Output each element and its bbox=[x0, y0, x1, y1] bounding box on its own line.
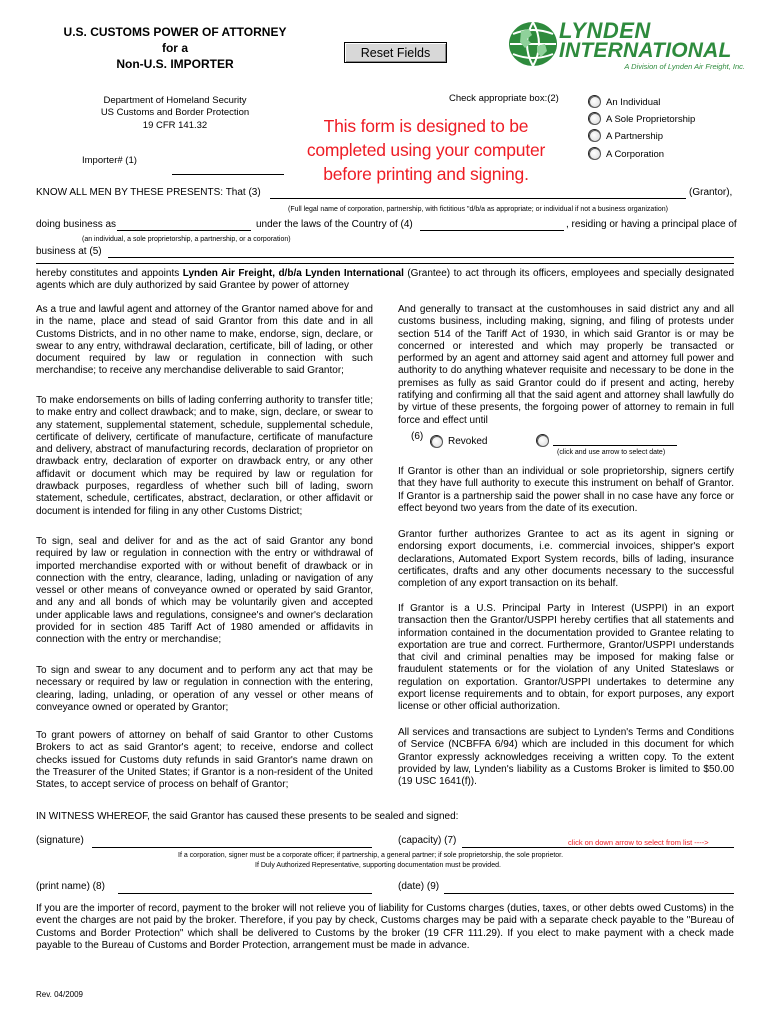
country-laws-label: under the laws of the Country of (4) bbox=[256, 219, 413, 230]
logo-international: INTERNATIONAL bbox=[559, 39, 732, 62]
right-paragraph-2: If Grantor is other than an individual or sole proprietorship, signers certify that they have full authority to execute this instrument on behalf of Grantor. If Grantor is a partnership said the power shall in no case have any force or effect beyond two years from the date of its execution. bbox=[398, 466, 734, 514]
department-block bbox=[60, 95, 290, 132]
right-paragraph-5: All services and transactions are subject to Lynden's Terms and Conditions of Service (NCBFFA 6/94) which are included in this document for which Grantor expressly acknowledges receiving a written copy. To the extent provided by law, Lynden's liability as a Customs Broker is limited to $50.00 (19 USC 1641(f)). bbox=[398, 727, 734, 788]
computer-notice bbox=[300, 114, 552, 186]
partnership-label: A Partnership bbox=[606, 131, 664, 142]
print-name-label: (print name) (8) bbox=[36, 881, 105, 892]
date-field[interactable] bbox=[444, 893, 734, 894]
revoked-label: Revoked bbox=[448, 436, 488, 447]
lynden-logo bbox=[507, 20, 747, 72]
grantee-name: Lynden Air Freight, d/b/a Lynden International bbox=[182, 268, 404, 279]
representative-note: If Duly Authorized Representative, supporting documentation must be provided. bbox=[255, 862, 501, 869]
right-paragraph-3: Grantor further authorizes Grantee to act as its agent in signing or endorsing export documents, i.e. commercial invoices, shipper's export declarations, Automated Export System records, bills of lading, insurance certificates, drafts and any other documents necessary to the successful completion of any export transaction on its behalf. bbox=[398, 529, 734, 590]
appoint-pre: hereby constitutes and appoints bbox=[36, 268, 183, 279]
revision-label: Rev. 04/2009 bbox=[36, 990, 83, 999]
globe-icon bbox=[507, 20, 559, 68]
capacity-label: (capacity) (7) bbox=[398, 835, 457, 846]
partnership-radio[interactable] bbox=[589, 130, 601, 142]
individual-label: An Individual bbox=[606, 97, 661, 108]
importer-label: Importer# (1) bbox=[82, 155, 137, 166]
corporation-signer-note: If a corporation, signer must be a corporate officer; if partnership, a general partner; if sole proprietorship, the sole proprietor. bbox=[178, 852, 564, 859]
dept-line-1: Department of Homeland Security bbox=[103, 95, 247, 106]
until-date-field[interactable] bbox=[553, 445, 677, 446]
left-paragraph-4: To sign and swear to any document and to perform any act that may be necessary or required by law or regulation in connection with the entering, clearing, lading, unlading, or operation of any vessel or other means of conveyance owned or operated by Grantor; bbox=[36, 665, 373, 713]
notice-line-2: completed using your computer bbox=[306, 140, 546, 160]
date-select-hint: (click and use arrow to select date) bbox=[557, 449, 666, 456]
importer-field[interactable] bbox=[172, 174, 284, 175]
sole-proprietorship-label: A Sole Proprietorship bbox=[606, 114, 696, 125]
date-label: (date) (9) bbox=[398, 881, 440, 892]
notice-line-3: before printing and signing. bbox=[323, 164, 529, 184]
capacity-select[interactable] bbox=[462, 847, 734, 848]
business-address-field-2[interactable] bbox=[36, 263, 734, 264]
sole-proprietorship-radio[interactable] bbox=[589, 113, 601, 125]
corporation-label: A Corporation bbox=[606, 149, 665, 160]
grantor-name-field[interactable] bbox=[270, 198, 686, 199]
logo-lynden: LYNDEN bbox=[559, 18, 651, 43]
witness-statement: IN WITNESS WHEREOF, the said Grantor has caused these presents to be sealed and signed: bbox=[36, 811, 459, 822]
title-line-2: for a bbox=[161, 41, 188, 55]
left-paragraph-3: To sign, seal and deliver for and as the act of said Grantor any bond required by law or regulation in connection with the entry or withdrawal of imported merchandise exported with or without benefit of drawback or in connection with the entry, clearance, lading, unlading or navigation of any vessel or other means of conveyance owned or operated by said Grantor, and any and all bonds of which may be voluntarily given and accepted under applicable laws and regulations, consignee's and owner's declaration provided for in section 485 Tariff Act of 1980 amended or affidavits in connection with the entry or merchandise; bbox=[36, 536, 373, 646]
importer-liability-notice: If you are the importer of record, payment to the broker will not relieve you of liability for Customs charges (duties, taxes, or other debts owed Customs) in the event the charges are not paid by the broker. Therefore, if you pay by check, Customs charges may be paid with a separate check payable to the "Bureau of Customs and Border Protection" which shall be delivered to Customs by the broker (19 CFR 111.29). If you elect to make payment with a check made payable to the Bureau of Customs and Border Protection, arrangement must be made in advance. bbox=[36, 903, 734, 951]
country-field[interactable] bbox=[420, 230, 564, 231]
dba-field[interactable] bbox=[117, 230, 251, 231]
know-all-men-label: KNOW ALL MEN BY THESE PRESENTS: That (3) bbox=[36, 187, 261, 198]
right-paragraph-4: If Grantor is a U.S. Principal Party in Interest (USPPI) in an export transaction then the Grantor/USPPI hereby certifies that all statements and information contained in the documentation provided to Grantee relating to exportation are true and correct. Furthermore, Grantor/USPPI understands that civil and criminal penalties may be imposed for making false or fraudulent statements or for the violation of any United Stateslaws or regulation on exportation. Grantor/USPPI undertakes to determine any export license requirements and to obtain, for export purposes, any export license or other official authorization. bbox=[398, 603, 734, 713]
grantor-label: (Grantor), bbox=[689, 187, 733, 198]
left-paragraph-1: As a true and lawful agent and attorney of the Grantor named above for and in the name, place and stead of said Grantor from this date and in all Customs Districts, and in no other name to make, endorse, sign, declare, or swear to any entry, withdrawal declaration, certificate, bill of lading, or other document required by law or regulation in connection with such merchandise; to receive any merchandise deliverable to said Grantor; bbox=[36, 304, 373, 377]
appoint-paragraph bbox=[36, 268, 734, 293]
date-radio[interactable] bbox=[537, 435, 549, 447]
residing-label: , residing or having a principal place of bbox=[566, 219, 737, 230]
logo-tagline: A Division of Lynden Air Freight, Inc. bbox=[624, 62, 745, 71]
notice-line-1: This form is designed to be bbox=[323, 116, 529, 136]
reset-fields-button[interactable]: Reset Fields bbox=[344, 42, 447, 63]
business-address-field[interactable] bbox=[108, 257, 734, 258]
until-label: (6) bbox=[411, 431, 424, 442]
left-paragraph-2: To make endorsements on bills of lading conferring authority to transfer title; to make entry and collect drawback; and to make, sign, declare, or swear to any statement, supplemental statement, schedule, supplemental schedule, certificate of delivery, certificate of manufacture, certificate of manufacture and delivery, abstract of manufacturing records, declaration of proprietor on drawback entry, declaration of exporter on drawback entry, or any other affidavit or document which may be required by law or regulation for drawback purposes, regardless of whether such bill of lading, sworn statement, schedule, certificates, abstract, declaration, or other affidavit or document is intended for filing in any other Customs District; bbox=[36, 395, 373, 517]
individual-radio[interactable] bbox=[589, 96, 601, 108]
title-line-3: Non-U.S. IMPORTER bbox=[116, 57, 234, 71]
print-name-field[interactable] bbox=[118, 893, 372, 894]
form-title bbox=[40, 24, 310, 72]
right-paragraph-1: And generally to transact at the customhouses in said district any and all customs business, including making, signing, and filing of protests under section 514 of the Tariff Act of 1930, in which said Grantor is or may be concerned or interested and which may properly be transacted or performed by an agent and attorney said agent and attorney full power and authority to do anything whatever requisite and necessary to be done in the premises as fully as said Grantor could do if present and acting, hereby ratifying and confirming all that the said agent and attorney shall lawfully do by virtue of these presents, the forgoing power of attorney to remain in full force and effect until bbox=[398, 304, 734, 426]
corporation-radio[interactable] bbox=[589, 148, 601, 160]
business-at-label: business at (5) bbox=[36, 246, 102, 257]
dba-label: doing business as bbox=[36, 219, 117, 230]
dept-line-2: US Customs and Border Protection bbox=[100, 107, 250, 119]
appoint-post: (Grantee) to act through its officers, employees and specially designated agents which are duly authorized by said Grantee by power of attorney bbox=[36, 268, 735, 292]
check-box-label: Check appropriate box:(2) bbox=[449, 93, 559, 104]
signature-label: (signature) bbox=[36, 835, 84, 846]
signature-field[interactable] bbox=[92, 847, 372, 848]
revoked-radio[interactable] bbox=[431, 436, 443, 448]
capacity-select-hint: click on down arrow to select from list ----> bbox=[568, 838, 709, 847]
dept-line-3: 19 CFR 141.32 bbox=[142, 119, 208, 131]
dba-hint: (an individual, a sole proprietorship, a partnership, or a corporation) bbox=[82, 236, 291, 243]
title-line-1: U.S. CUSTOMS POWER OF ATTORNEY bbox=[63, 25, 287, 39]
left-paragraph-5: To grant powers of attorney on behalf of said Grantor to other Customs Brokers to act as said Grantor's agent; to receive, endorse and collect checks issued for Customs duty refunds in said Grantor's name drawn on the Treasurer of the United States; if Grantor is a non-resident of the United States, to accept service of process on behalf of Grantor; bbox=[36, 730, 373, 791]
grantor-name-hint: (Full legal name of corporation, partnership, with fictitious "d/b/a as appropriate; or individual if not a business organization) bbox=[288, 206, 668, 213]
